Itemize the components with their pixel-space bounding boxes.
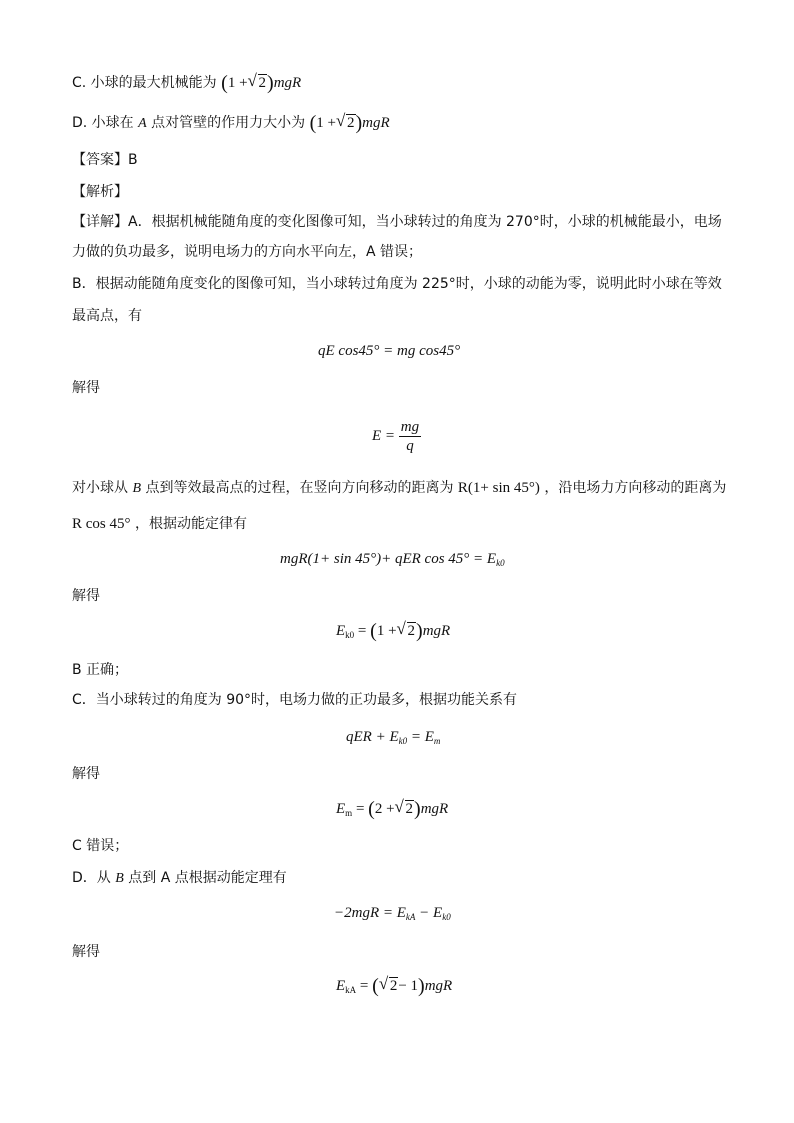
option-c-formula: (1 +√ 2)mgR [221,75,301,91]
equation-8: $E_{kA}$ = (√ 2− 1)mgR [336,975,452,1001]
analysis-label: 【解析】 [72,184,128,200]
detail-d-line1: D．从 B 点到 A 点根据动能定理有 [72,870,287,886]
detail-b-line4: R cos 45° ，根据动能定律有 [72,516,247,532]
b-correct: B 正确； [72,662,129,678]
equation-7: $-2mgR = E_{kA} - E_{k0}$ [334,905,451,922]
detail-a-line2: 力做的负功最多，说明电场力的方向水平向左，A 错误； [72,244,423,260]
fraction: $\frac{mg}{q}$ [400,419,420,454]
detail-a-line1: 【详解】A．根据机械能随角度的变化图像可知，当小球转过的角度为 270°时，小球的机械能最小，电场 [72,214,722,230]
jiede-1: 解得 [72,380,100,396]
equation-5: qER + $E_{k0} = E_m$ [346,729,441,746]
option-d: D. 小球在 A 点对管壁的作用力大小为 (1 +√ 2)mgR [72,112,390,134]
equation-4: $E_{k0} = (1$ +√ 2)mgR [336,620,450,646]
detail-b-line3: 对小球从 B 点到等效最高点的过程，在竖向方向移动的距离为 R(1+ sin 45°) ，沿电场力方向移动的距离为 [72,480,727,496]
detail-c-line1: C．当小球转过的角度为 90°时，电场力做的正功最多，根据功能关系有 [72,692,518,708]
jiede-3: 解得 [72,766,100,782]
equation-6: $E_m = (2$ +√ 2)mgR [336,798,448,824]
jiede-2: 解得 [72,588,100,604]
answer-label: 【答案】B [72,152,138,168]
equation-2: E = $\frac{mg}{q}$ [372,419,420,454]
option-d-formula: (1 +√ 2)mgR [310,115,390,131]
jiede-4: 解得 [72,944,100,960]
equation-1: qE cos45° = mg cos45° [318,343,461,359]
c-wrong: C 错误； [72,838,129,854]
detail-b-line2: 最高点，有 [72,308,142,324]
detail-b-line1: B．根据动能随角度变化的图像可知，当小球转过角度为 225°时，小球的动能为零，说明此时小球在等效 [72,276,722,292]
option-c-text: C. 小球的最大机械能为 [72,75,217,91]
equation-3: mgR(1+ sin 45°)+ qER $\cos 45^\circ = E_{k0}$ [280,551,505,568]
option-c [72,72,301,94]
